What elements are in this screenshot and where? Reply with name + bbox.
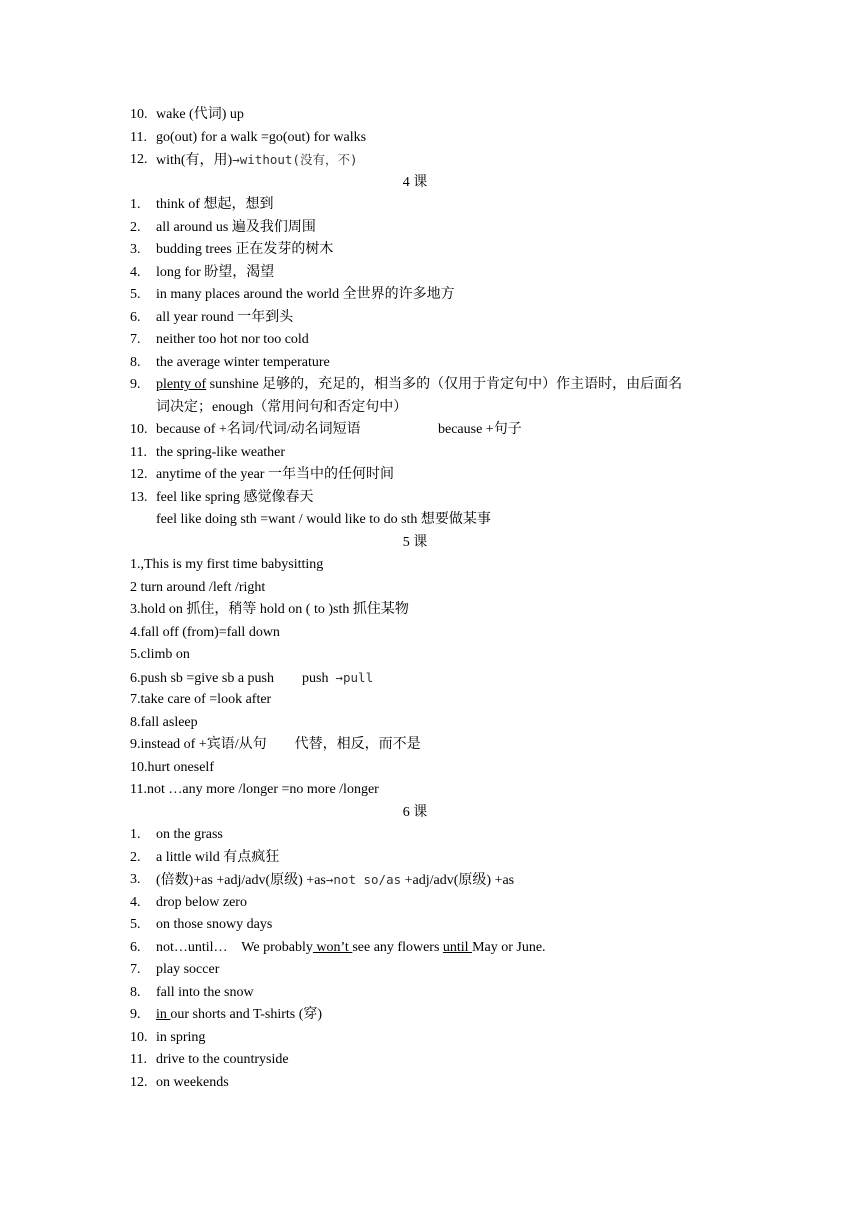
item-text: 4.fall off (from)=fall down [130, 624, 280, 640]
list-item [0, 1049, 860, 1072]
item-text: wake (代词) up [156, 107, 244, 122]
list-item [0, 194, 860, 217]
list-item [0, 847, 860, 870]
list-item [0, 1004, 860, 1027]
underlined-phrase: won’t [312, 939, 353, 955]
item-number: 13. [130, 489, 148, 505]
item-text: 9.instead of +宾语/从句 代替，相反，而不是 [130, 737, 421, 752]
list-item [0, 982, 860, 1005]
list-item [0, 1027, 860, 1050]
item-text-part: sunshine 足够的，充足的，相当多的（仅用于肯定句中）作主语时，由后面名 [206, 377, 683, 392]
underlined-phrase: plenty of [156, 377, 207, 392]
item-text [130, 667, 373, 691]
item-number: 7. [130, 332, 141, 347]
list-item [0, 622, 860, 645]
item-number: 3. [130, 872, 141, 887]
item-number: 5. [130, 917, 141, 932]
list-item [0, 374, 860, 397]
item-text-part: +adj/adv(原级) +as [401, 873, 515, 888]
item-text [156, 869, 514, 893]
item-number: 4. [130, 264, 141, 280]
underlined-phrase: in [156, 1007, 171, 1022]
item-number: 12. [130, 467, 148, 482]
list-item [0, 352, 860, 375]
item-text: play soccer [156, 962, 220, 977]
list-item [0, 442, 860, 465]
item-number: 3. [130, 242, 141, 257]
list-item [0, 667, 860, 690]
item-text-part: not…until… We probably [156, 939, 313, 955]
list-item [0, 464, 860, 487]
item-number: 11. [130, 444, 147, 460]
item-text: all year round 一年到头 [156, 309, 294, 325]
item-text [156, 149, 357, 173]
item-text: in many places around the world 全世界的许多地方 [156, 287, 455, 302]
item-text: on the grass [156, 827, 223, 842]
list-item [0, 262, 860, 285]
list-item-continuation [0, 397, 860, 420]
item-text: the average winter temperature [156, 354, 330, 370]
list-item [0, 779, 860, 802]
underlined-phrase: until [442, 939, 473, 955]
item-text: 11.not …any more /longer =no more /longer [130, 782, 379, 797]
item-text-secondary: because +句子 [438, 422, 522, 437]
list-item [0, 307, 860, 330]
item-text [156, 1004, 322, 1027]
list-item [0, 487, 860, 510]
lesson-6-heading: 6 课 [402, 804, 428, 820]
list-item [0, 104, 860, 127]
item-number: 4. [130, 894, 141, 910]
item-number: 5. [130, 287, 141, 302]
item-text: 2 turn around /left /right [130, 579, 266, 595]
item-text: 8.fall asleep [130, 714, 198, 730]
list-item [0, 239, 860, 262]
item-text: feel like doing sth =want / would like to do sth 想要做某事 [156, 512, 491, 527]
item-text-mono: →pull [335, 669, 374, 685]
item-text-part: May or June. [472, 939, 546, 955]
item-number: 9. [130, 1007, 141, 1022]
item-number: 1. [130, 827, 141, 842]
item-text: feel like spring 感觉像春天 [156, 489, 314, 505]
item-text: 7.take care of =look after [130, 692, 272, 707]
item-text: 词决定；enough（常用问句和否定句中） [156, 399, 408, 415]
section-heading [0, 172, 860, 195]
item-number: 10. [130, 1029, 148, 1045]
item-text: fall into the snow [156, 984, 254, 1000]
item-text-part: see any flowers [352, 939, 443, 955]
list-item [0, 217, 860, 240]
item-text-part: with(有，用) [156, 153, 233, 168]
item-text: drive to the countryside [156, 1052, 289, 1067]
list-item [0, 554, 860, 577]
item-text: 10.hurt oneself [130, 759, 214, 775]
item-text: on those snowy days [156, 917, 273, 932]
lesson-5-heading: 5 课 [402, 534, 428, 550]
item-text: go(out) for a walk =go(out) for walks [156, 129, 367, 145]
item-number: 2. [130, 849, 141, 865]
list-item [0, 869, 860, 892]
item-text: in spring [156, 1029, 206, 1045]
item-text [156, 937, 546, 960]
item-number: 10. [130, 422, 148, 437]
list-item [0, 937, 860, 960]
section-heading [0, 802, 860, 825]
item-number: 12. [130, 1074, 148, 1090]
list-item [0, 824, 860, 847]
list-item [0, 329, 860, 352]
item-text: all around us 遍及我们周围 [156, 219, 316, 235]
list-item [0, 757, 860, 780]
item-number: 8. [130, 354, 141, 370]
item-text: because of +名词/代词/动名词短语 [156, 422, 361, 437]
list-item [0, 284, 860, 307]
item-text-mono: →not so/as [325, 872, 402, 887]
item-text: 3.hold on 抓住，稍等 hold on ( to )sth 抓住某物 [130, 602, 409, 617]
item-number: 10. [130, 107, 148, 122]
item-number: 11. [130, 129, 147, 145]
list-item [0, 127, 860, 150]
item-text: on weekends [156, 1074, 229, 1090]
item-number: 2. [130, 219, 141, 235]
list-item [0, 419, 860, 442]
item-number: 12. [130, 152, 148, 167]
item-text: the spring-like weather [156, 444, 286, 460]
item-text: a little wild 有点疯狂 [156, 849, 280, 865]
item-text: drop below zero [156, 894, 247, 910]
item-text: 1.,This is my first time babysitting [130, 557, 324, 572]
item-text-part: (倍数)+as +adj/adv(原级) +as [156, 873, 326, 888]
list-item [0, 959, 860, 982]
item-number: 6. [130, 939, 141, 955]
document-page [0, 104, 860, 1094]
list-item [0, 689, 860, 712]
list-item [0, 644, 860, 667]
item-text: long for 盼望，渴望 [156, 264, 275, 280]
item-text [156, 374, 682, 397]
item-text-mono: →without(没有，不) [232, 152, 358, 167]
list-item [0, 734, 860, 757]
item-text-part: 6.push sb =give sb a push push [130, 670, 336, 686]
list-item [0, 712, 860, 735]
list-item [0, 599, 860, 622]
item-number: 8. [130, 984, 141, 1000]
item-text-part: our shorts and T-shirts (穿) [170, 1007, 323, 1022]
item-number: 11. [130, 1052, 147, 1067]
item-text: think of 想起，想到 [156, 197, 274, 212]
item-text: neither too hot nor too cold [156, 332, 309, 347]
list-item [0, 577, 860, 600]
section-heading [0, 532, 860, 555]
item-number: 1. [130, 197, 141, 212]
list-item [0, 892, 860, 915]
item-number: 6. [130, 309, 141, 325]
item-number: 7. [130, 962, 141, 977]
item-text: 5.climb on [130, 647, 190, 662]
item-number: 9. [130, 377, 141, 392]
list-item [0, 149, 860, 172]
list-item [0, 914, 860, 937]
list-item-continuation [0, 509, 860, 532]
item-text: budding trees 正在发芽的树木 [156, 242, 334, 257]
list-item [0, 1072, 860, 1095]
lesson-4-heading: 4 课 [402, 174, 428, 190]
item-text: anytime of the year 一年当中的任何时间 [156, 467, 394, 482]
